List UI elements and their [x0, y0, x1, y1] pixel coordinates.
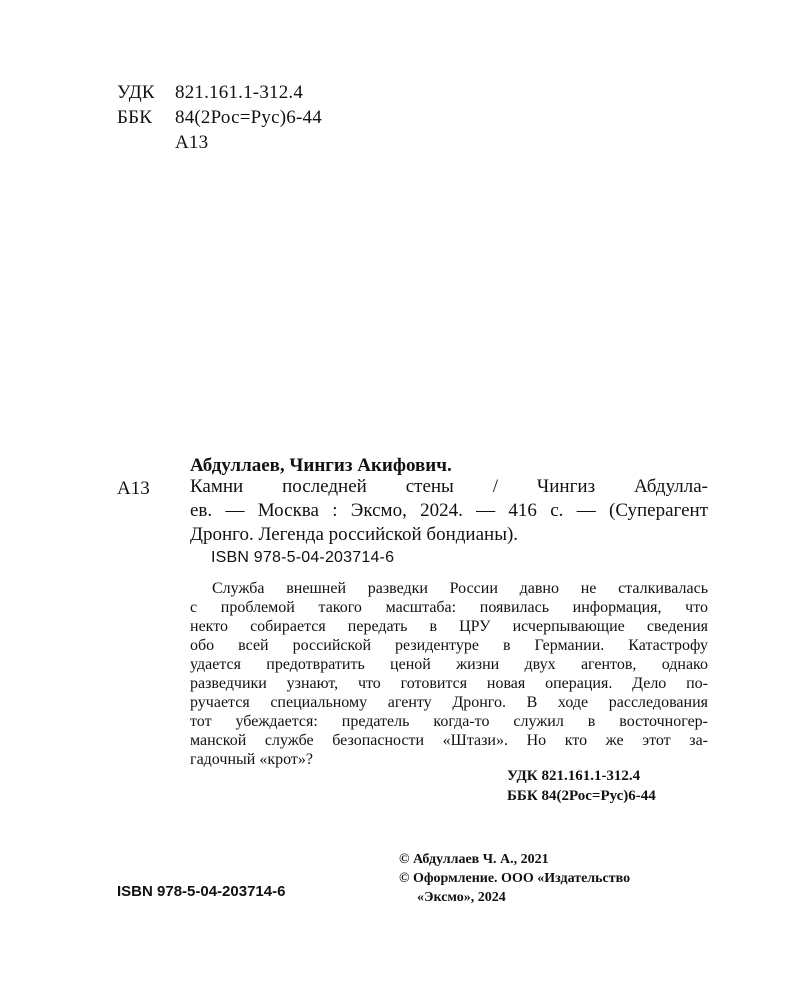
bbk-label: ББК [117, 107, 153, 128]
annotation-line: разведчики узнают, что готовится новая операция. Дело по- [190, 675, 708, 692]
udk-label: УДК [117, 82, 155, 103]
annotation-line: тот убеждается: предатель когда-то служил в восточногер- [190, 713, 708, 730]
bbk-value: 84(2Рос=Рус)6-44 [175, 107, 322, 128]
copyright-block [399, 850, 630, 907]
top-classification-codes [117, 80, 322, 155]
entry-isbn: ISBN 978-5-04-203714-6 [211, 549, 395, 566]
annotation-line: Служба внешней разведки России давно не сталкивалась [212, 580, 708, 597]
author-mark-top: А13 [175, 132, 209, 153]
annotation-line: удается предотвратить ценой жизни двух агентов, однако [190, 656, 708, 673]
annotation-line: некто собирается передать в ЦРУ исчерпывающие сведения [190, 618, 708, 635]
entry-author-mark: А13 [117, 478, 150, 499]
annotation-line: гадочный «крот»? [190, 751, 313, 768]
bbk-row [117, 105, 322, 130]
udk-row [117, 80, 322, 105]
entry-line: ев. — Москва : Эксмо, 2024. — 416 с. — (Суперагент [190, 500, 708, 521]
copyright-publisher: «Эксмо», 2024 [417, 890, 506, 905]
isbn-bottom: ISBN 978-5-04-203714-6 [117, 883, 286, 900]
annotation-line: обо всей российской резидентуре в Германии. Катастрофу [190, 637, 708, 654]
annotation-line: манской службе безопасности «Штази». Но кто же этот за- [190, 732, 708, 749]
copyright-design: © Оформление. ООО «Издательство [399, 871, 631, 886]
classification-codes-right [507, 766, 656, 806]
bbk-right: ББК 84(2Рос=Рус)6-44 [507, 788, 656, 804]
udk-value: 821.161.1-312.4 [175, 82, 304, 103]
udk-right: УДК 821.161.1-312.4 [507, 768, 641, 784]
copyright-author: © Абдуллаев Ч. А., 2021 [399, 852, 549, 867]
entry-author: Абдуллаев, Чингиз Акифович. [190, 455, 452, 476]
entry-description [190, 475, 708, 547]
annotation-line: ручается специальному агенту Дронго. В ходе расследования [190, 694, 708, 711]
entry-line: Дронго. Легенда российской бондианы). [190, 524, 519, 545]
annotation-line: с проблемой такого масштаба: появилась информация, что [190, 599, 708, 616]
annotation [190, 579, 708, 769]
entry-line: Камни последней стены / Чингиз Абдулла- [190, 476, 708, 497]
